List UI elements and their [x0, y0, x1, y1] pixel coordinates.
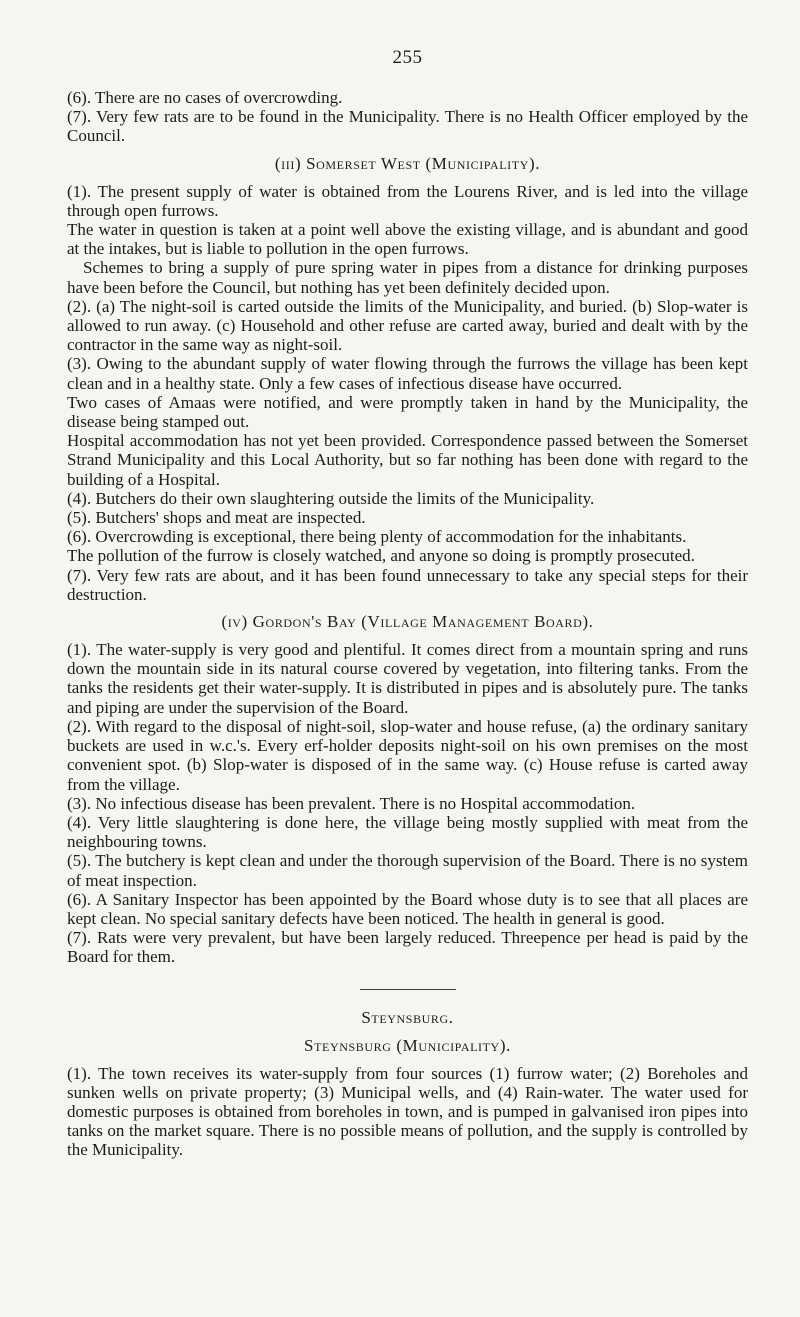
paragraph: (4). Very little slaughtering is done here, the village being mostly supplied with meat from the neighbouring towns.	[67, 812, 748, 852]
paragraph: Two cases of Amaas were notified, and were promptly taken in hand by the Municipality, the disease being stamped out.	[67, 392, 748, 432]
paragraph: (7). Rats were very prevalent, but have been largely reduced. Threepence per head is paid by the Board for them.	[67, 928, 748, 967]
paragraph: Hospital accommodation has not yet been provided. Correspondence passed between the Somerset Strand Municipality and this Local Authority, but so far nothing has been done with regard to the building of a Hospital.	[67, 431, 748, 489]
paragraph: (7). Very few rats are to be found in the Municipality. There is no Health Officer employed by the Council.	[67, 107, 748, 146]
paragraph: (6). A Sanitary Inspector has been appointed by the Board whose duty is to see that all places are kept clean. No special sanitary defects have been noticed. The health in general is good.	[67, 889, 748, 928]
paragraph: The water in question is taken at a point well above the existing village, and is abundant and good at the intakes, but is liable to pollution in the open furrows.	[67, 220, 748, 259]
paragraph: (1). The water-supply is very good and plentiful. It comes direct from a mountain spring and runs down the mountain side in its natural course covered by vegetation, into filtering tanks. From the tanks the residents get their water-supply. It is distributed in pipes and is absolutely pure. The tanks and piping are under the supervision of the Board.	[67, 640, 748, 717]
section-heading-steynsburg: Steynsburg (Municipality).	[304, 1035, 511, 1055]
page-number: 255	[392, 47, 423, 68]
paragraph: The pollution of the furrow is closely watched, and anyone so doing is promptly prosecuted.	[67, 546, 695, 566]
paragraph: (4). Butchers do their own slaughtering outside the limits of the Municipality.	[67, 488, 595, 508]
paragraph: (2). With regard to the disposal of night-soil, slop-water and house refuse, (a) the ordinary sanitary buckets are used in w.c.'s. Every erf-holder deposits night-soil on his own premises on the most convenient spot. (b) Slop-water is disposed of in the same way. (c) House refuse is carted away from the village.	[67, 716, 748, 794]
section-title-steynsburg: Steynsburg.	[361, 1007, 454, 1027]
paragraph: (1). The present supply of water is obtained from the Lourens River, and is led into the village through open furrows.	[67, 181, 748, 220]
section-divider	[360, 989, 456, 990]
paragraph: Schemes to bring a supply of pure spring water in pipes from a distance for drinking purposes have been before the Council, but nothing has yet been definitely decided upon.	[67, 258, 748, 297]
paragraph: (6). Overcrowding is exceptional, there being plenty of accommodation for the inhabitants.	[67, 527, 687, 547]
paragraph: (3). No infectious disease has been prevalent. There is no Hospital accommodation.	[67, 793, 636, 813]
paragraph: (1). The town receives its water-supply from four sources (1) furrow water; (2) Boreholes and sunken wells on private property; (3) Municipal wells, and (4) Rain-water. The water used for domestic purposes is obtained from boreholes in town, and is pumped in galvanised iron pipes into tanks on the market square. There is no possible means of pollution, and the supply is controlled by the Municipality.	[67, 1063, 748, 1160]
section-heading-somerset-west: (iii) Somerset West (Municipality).	[274, 153, 541, 173]
paragraph: (7). Very few rats are about, and it has been found unnecessary to take any special steps for their destruction.	[67, 565, 748, 604]
paragraph: (5). The butchery is kept clean and under the thorough supervision of the Board. There is no system of meat inspection.	[67, 851, 748, 890]
paragraph: (3). Owing to the abundant supply of water flowing through the furrows the village has been kept clean and in a healthy state. Only a few cases of infectious disease have occurred.	[67, 354, 748, 393]
section-heading-gordons-bay: (iv) Gordon's Bay (Village Management Board).	[221, 612, 594, 632]
paragraph: (2). (a) The night-soil is carted outside the limits of the Municipality, and buried. (b) Slop-water is allowed to run away. (c) Household and other refuse are carted away, buried and dealt with by the contractor in the same way as night-soil.	[67, 296, 748, 355]
paragraph: (5). Butchers' shops and meat are inspected.	[67, 508, 366, 528]
paragraph: (6). There are no cases of overcrowding.	[67, 88, 343, 107]
